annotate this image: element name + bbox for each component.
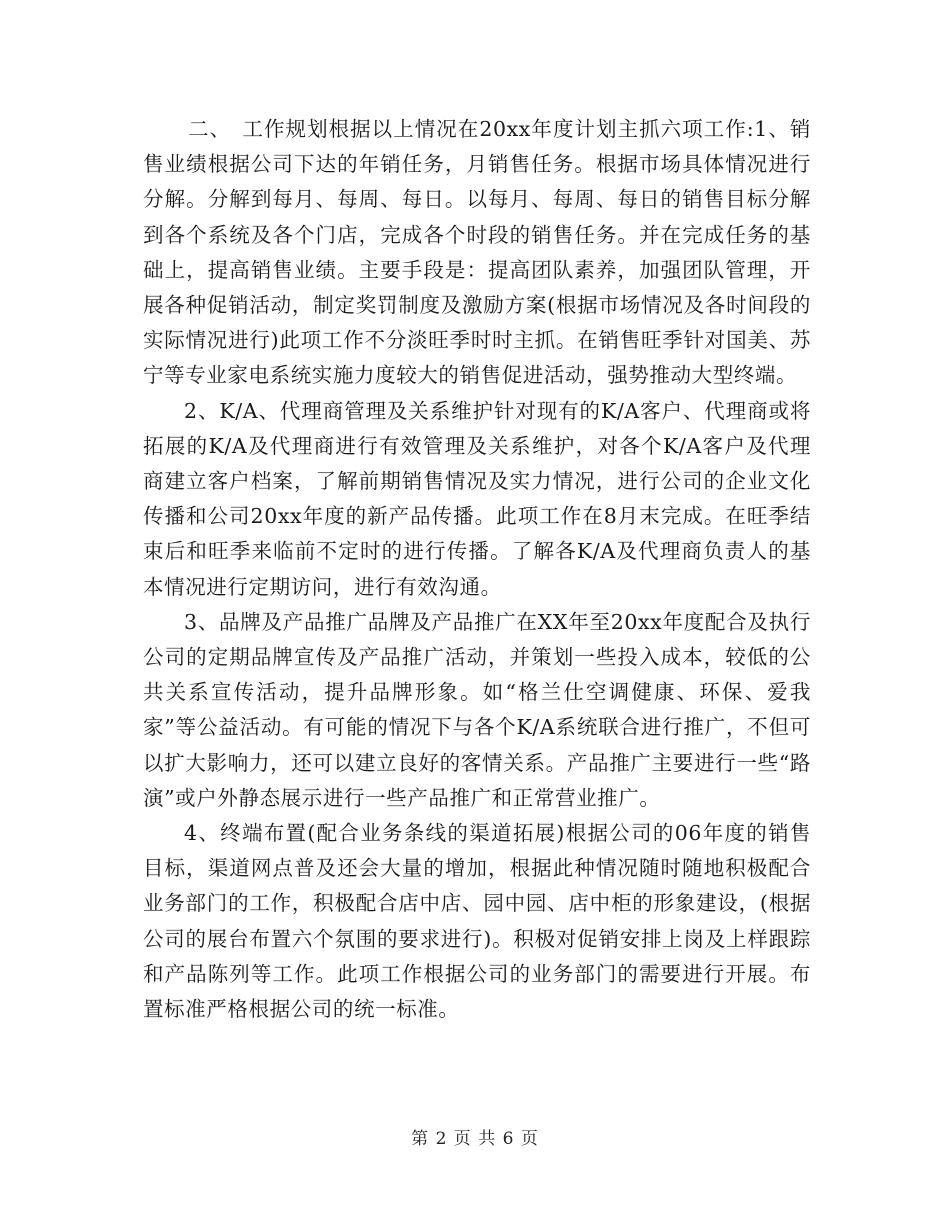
document-body [143, 112, 811, 1027]
paragraph-brand-promotion: 3、品牌及产品推广品牌及产品推广在XX年至20xx年度配合及执行公司的定期品牌宣传及产品推广活动，并策划一些投入成本，较低的公共关系宣传活动，提升品牌形象。如“格兰仕空调健康、环保、爱我家”等公益活动。有可能的情况下与各个K/A系统联合进行推广，不但可以扩大影响力，还可以建立良好的客情关系。产品推广主要进行一些“路演”或户外静态展示进行一些产品推广和正常营业推广。 [143, 609, 811, 810]
paragraph-terminal-layout: 4、终端布置(配合业务条线的渠道拓展)根据公司的06年度的销售目标，渠道网点普及还会大量的增加，根据此种情况随时随地积极配合业务部门的工作，积极配合店中店、园中园、店中柜的形象建设，(根据公司的展台布置六个氛围的要求进行)。积极对促销安排上岗及上样跟踪和产品陈列等工作。此项工作根据公司的业务部门的需要进行开展。布置标准严格根据公司的统一标准。 [143, 821, 811, 1022]
paragraph-ka-agent-management: 2、K/A、代理商管理及关系维护针对现有的K/A客户、代理商或将拓展的K/A及代理商进行有效管理及关系维护，对各个K/A客户及代理商建立客户档案，了解前期销售情况及实力情况，进行公司的企业文化传播和公司20xx年度的新产品传播。此项工作在8月末完成。在旺季结束后和旺季来临前不定时的进行传播。了解各K/A及代理商负责人的基本情况进行定期访问，进行有效沟通。 [143, 398, 811, 599]
paragraph-work-plan: 二、 工作规划根据以上情况在20xx年度计划主抓六项工作:1、销售业绩根据公司下达的年销任务，月销售任务。根据市场具体情况进行分解。分解到每月、每周、每日。以每月、每周、每日的销售目标分解到各个系统及各个门店，完成各个时段的销售任务。并在完成任务的基础上，提高销售业绩。主要手段是：提高团队素养，加强团队管理，开展各种促销活动，制定奖罚制度及激励方案(根据市场情况及各时间段的实际情况进行)此项工作不分淡旺季时时主抓。在销售旺季针对国美、苏宁等专业家电系统实施力度较大的销售促进活动，强势推动大型终端。 [143, 117, 811, 388]
page-number-footer: 第 2 页 共 6 页 [411, 1129, 539, 1149]
